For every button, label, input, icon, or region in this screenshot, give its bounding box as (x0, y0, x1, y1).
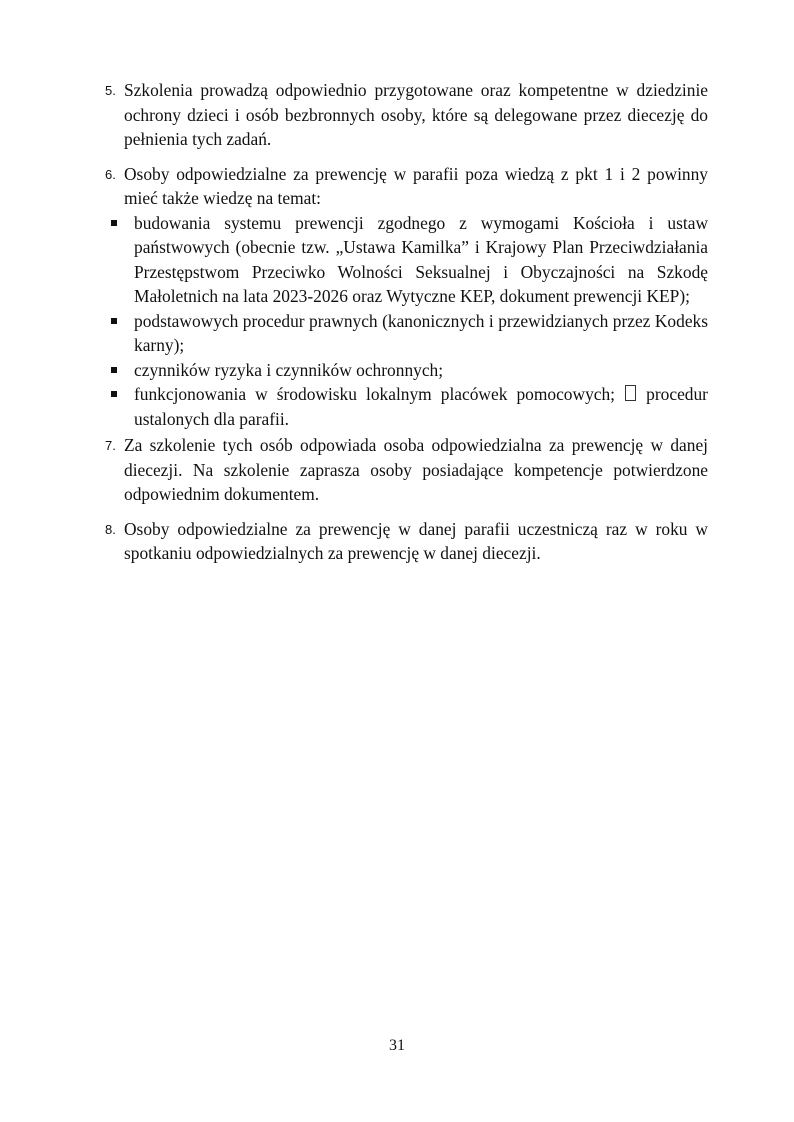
item-number: 6. (105, 166, 116, 182)
list-item-6 (88, 162, 708, 211)
item-number: 5. (105, 83, 116, 98)
missing-glyph-icon (625, 385, 636, 401)
item-text: Osoby odpowiedzialne za prewencję w parafii poza wiedzą z pkt 1 i 2 powinny mieć także wiedzę na temat: (124, 163, 708, 208)
bullet-text: podstawowych procedur prawnych (kanonicznych i przewidzianych przez Kodeks karny); (134, 310, 708, 355)
item-text: Szkolenia prowadzą odpowiednio przygotowane oraz kompetentne w dziedzinie ochrony dzieci i osób bezbronnych osoby, które są delegowane przez diecezję do pełnienia tych zadań. (124, 80, 708, 149)
bullet-item (88, 382, 708, 431)
item-text: Osoby odpowiedzialne za prewencję w danej parafii uczestniczą raz w roku w spotkaniu odpowiedzialnych za prewencję w danej diecezji. (124, 518, 708, 563)
bullet-text-continued: procedur ustalonych dla parafii. (134, 384, 708, 429)
item-number: 7. (105, 438, 116, 453)
list-item-5 (88, 78, 708, 152)
list-item-8 (88, 517, 708, 566)
square-bullet-icon (111, 220, 117, 226)
list-item-7 (88, 433, 708, 507)
bullet-item (88, 358, 708, 383)
bullet-text: czynników ryzyka i czynników ochronnych; (134, 359, 444, 380)
bullet-item (88, 309, 708, 358)
document-body (88, 78, 708, 566)
square-bullet-icon (111, 367, 117, 373)
bullet-text: funkcjonowania w środowisku lokalnym placówek pomocowych; (134, 384, 616, 404)
square-bullet-icon (111, 318, 117, 324)
bullet-list (88, 211, 708, 432)
item-text: Za szkolenie tych osób odpowiada osoba odpowiedzialna za prewencję w danej diecezji. Na szkolenie zaprasza osoby posiadające kompetencje potwierdzone odpowiednim dokumentem. (124, 435, 708, 504)
item-number: 8. (105, 521, 116, 537)
bullet-item (88, 211, 708, 309)
bullet-text: budowania systemu prewencji zgodnego z wymogami Kościoła i ustaw państwowych (obecnie tzw. „Ustawa Kamilka” i Krajowy Plan Przeciwdziałania Przestępstwom Przeciwko Wolności Seksualnej i Obyczajności na Szkodę Małoletnich na lata 2023-2026 oraz Wytyczne KEP, dokument prewencji KEP); (134, 212, 708, 306)
square-bullet-icon (111, 391, 117, 397)
page-number: 31 (389, 1037, 405, 1054)
